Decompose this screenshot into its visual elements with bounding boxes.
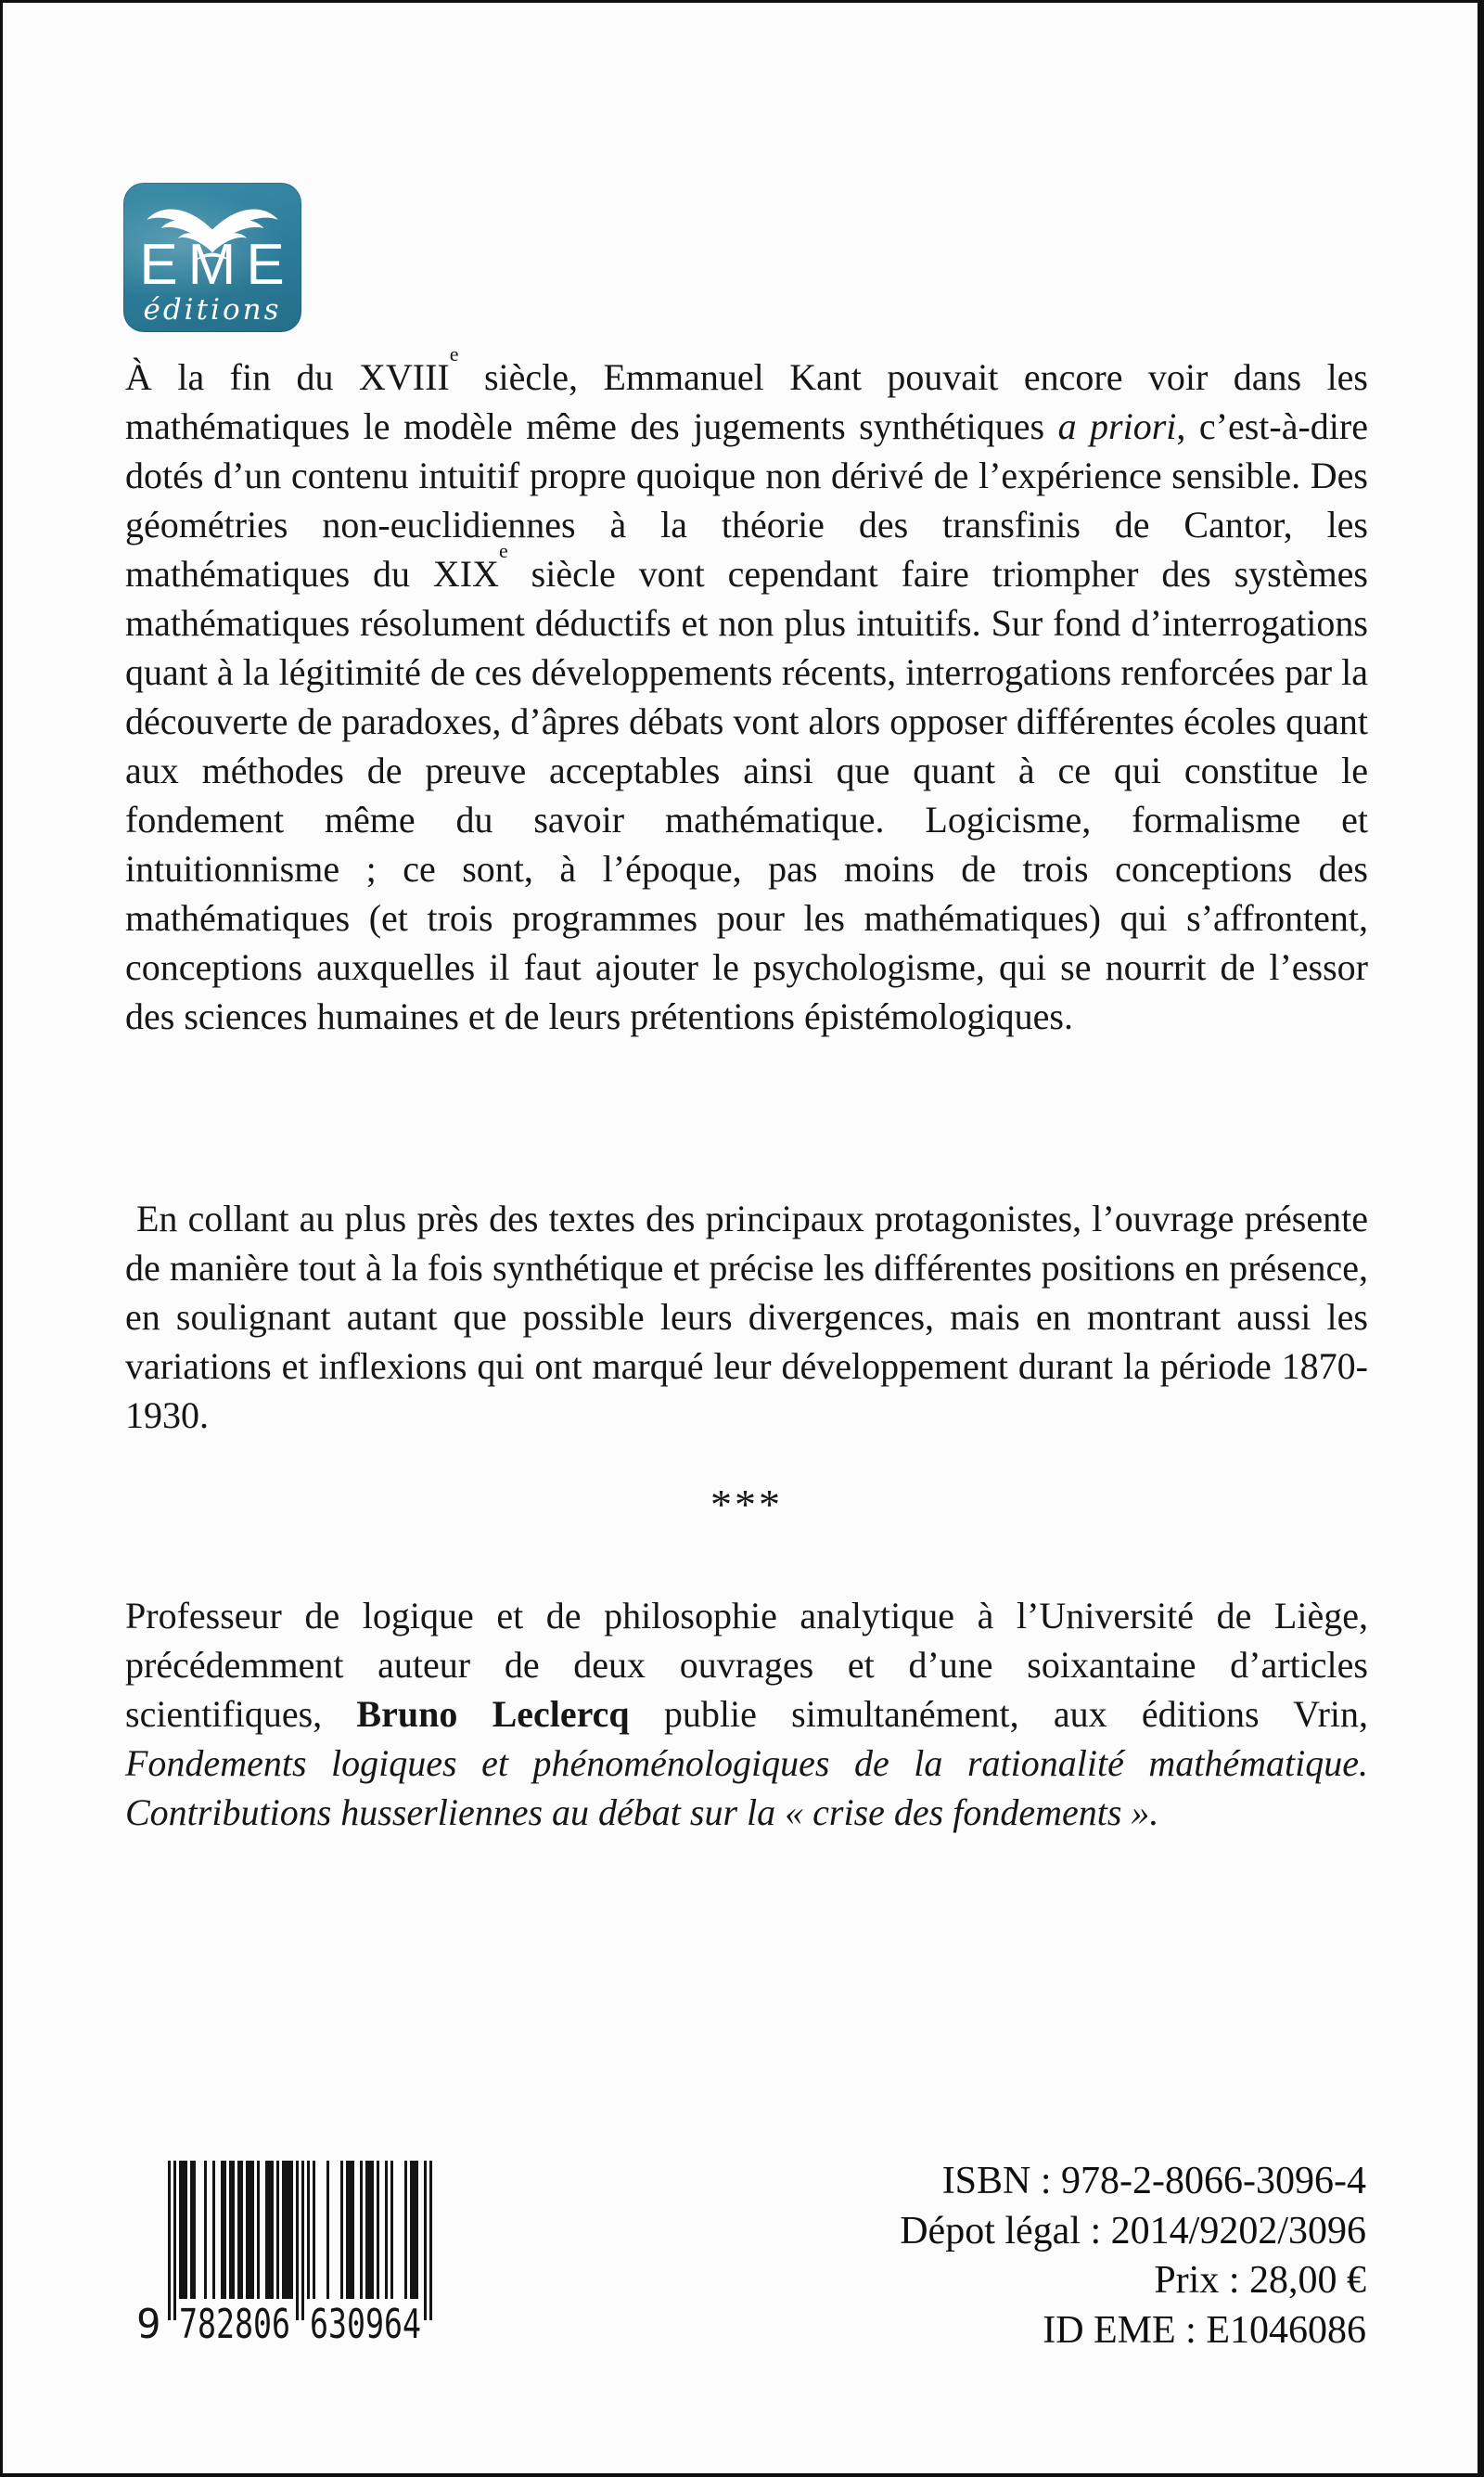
isbn-line: ISBN : 978-2-8066-3096-4 <box>941 2160 1366 2202</box>
ean13-barcode <box>133 2159 448 2344</box>
price-line: Prix : 28,00 € <box>1154 2259 1366 2302</box>
synopsis-paragraph-1: À la fin du XVIIIe siècle, Emmanuel Kant pouvait encore voir dans les mathématiques le modèle même des jugements synthétiques a priori, c’est-à-dire dotés d’un contenu intuitif propre quoique non dérivé de l’expérience sensible. Des géométries non-euclidiennes à la théorie des transfinis de Cantor, les mathématiques du XIXe siècle vont cependant faire triompher des systèmes mathématiques résolument déductifs et non plus intuitifs. Sur fond d’interrogations quant à la légitimité de ces développements récents, interrogations renforcées par la découverte de paradoxes, d’âpres débats vont alors opposer différentes écoles quant aux méthodes de preuve acceptables ainsi que quant à ce qui constitue le fondement même du savoir mathématique. Logicisme, formalisme et intuitionnisme ; ce sont, à l’époque, pas moins de trois conceptions des mathématiques (et trois programmes pour les mathématiques) qui s’affrontent, conceptions auxquelles il faut ajouter le psychologisme, qui se nourrit de l’essor des sciences humaines et de leurs prétentions épistémologiques. <box>125 342 1369 1037</box>
svg-text:9: 9 <box>136 2301 161 2344</box>
publisher-logo-text: EME <box>139 233 295 297</box>
svg-text:630964: 630964 <box>310 2301 421 2344</box>
author-note: Professeur de logique et de philosophie analytique à l’Université de Liège, précédemment auteur de deux ouvrages et d’une soixantaine d’articles scientifiques, Bruno Leclercq publie simultanément, aux éditions Vrin, Fondements logiques et phénoménologiques de la rationalité mathématique. Contributions husserliennes au débat sur la « crise des fondements ». <box>125 1595 1369 1833</box>
barcode-bars <box>133 2159 448 2344</box>
imprint-block <box>900 2157 1366 2355</box>
publisher-logo <box>123 183 301 332</box>
publisher-logo-subtext: éditions <box>143 293 282 327</box>
id-eme-line: ID EME : E1046086 <box>1043 2308 1366 2352</box>
synopsis-paragraph-2: En collant au plus près des textes des principaux protagonistes, l’ouvrage présente de manière tout à la fois synthétique et précise les différentes positions en présence, en soulignant autant que possible leurs divergences, mais en montrant aussi les variations et inflexions qui ont marqué leur développement durant la période 1870-1930. <box>125 1198 1368 1436</box>
section-separator: *** <box>710 1481 783 1528</box>
svg-text:782806: 782806 <box>179 2301 290 2344</box>
depot-legal-line: Dépot légal : 2014/9202/3096 <box>900 2209 1366 2252</box>
